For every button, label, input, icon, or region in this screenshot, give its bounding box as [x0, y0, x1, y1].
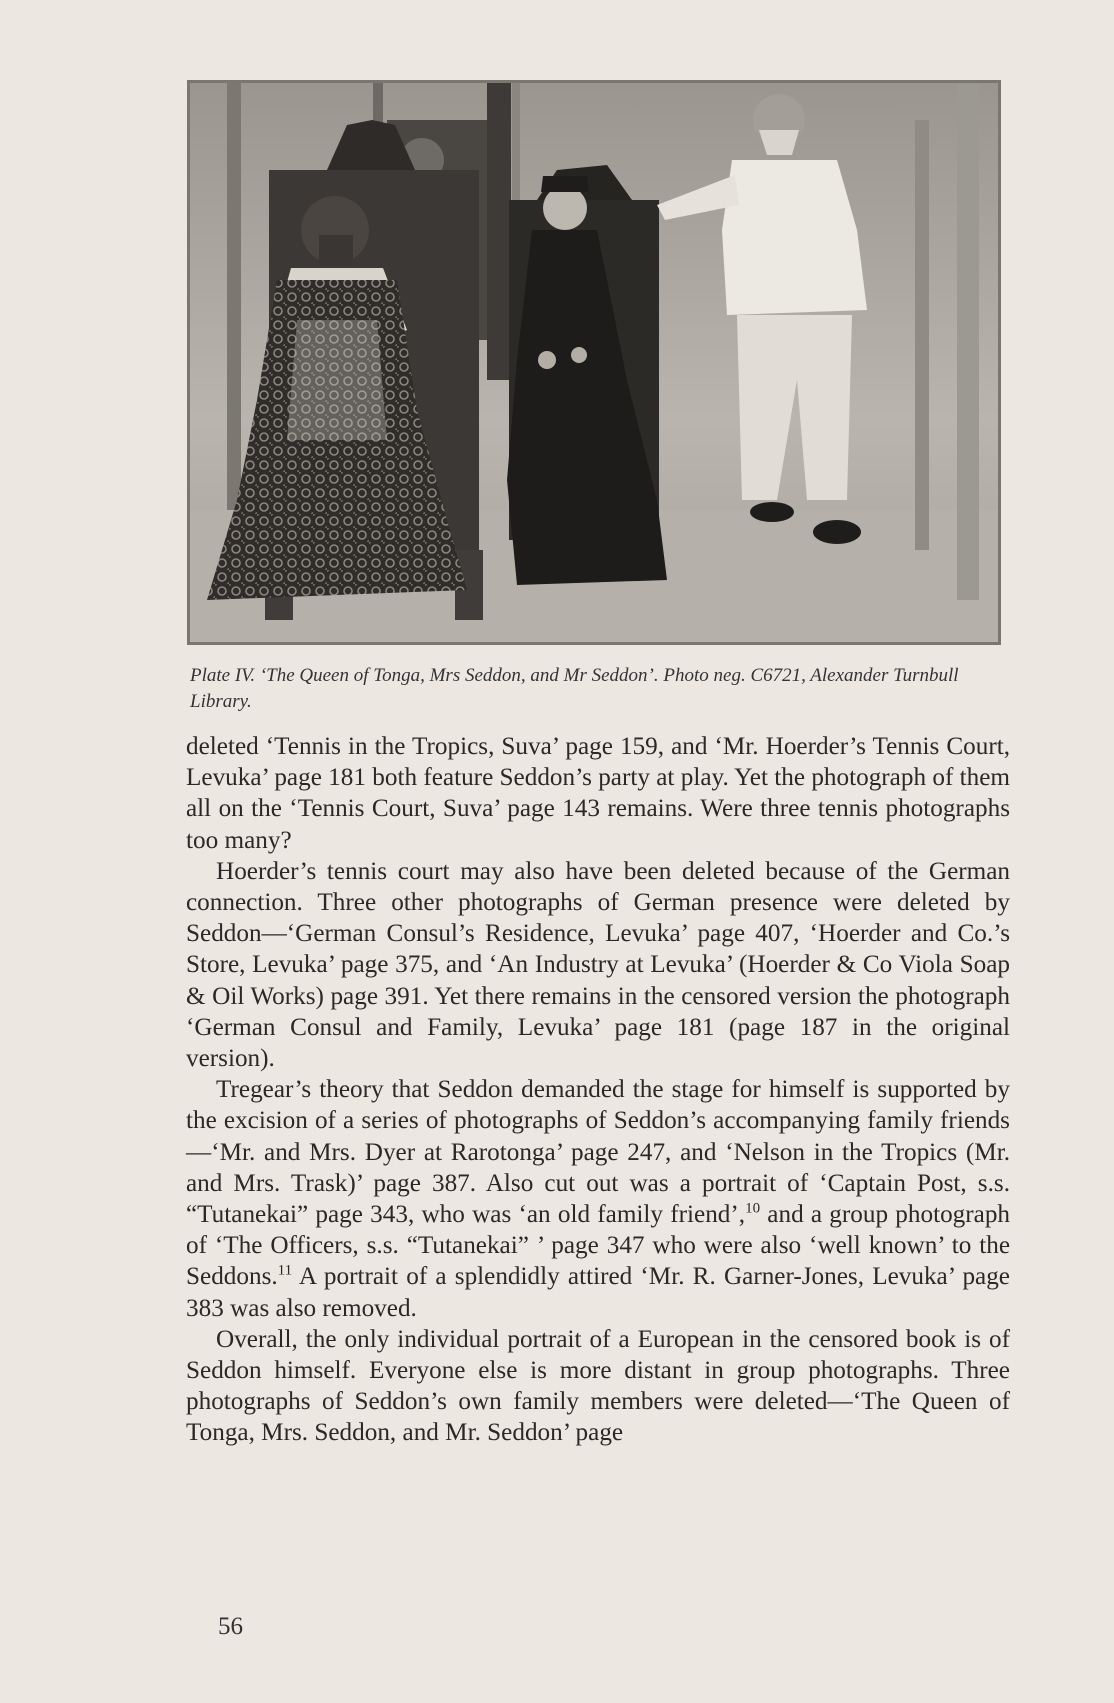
- photo-queen-of-tonga-mrs-seddon-mr-seddon: [187, 80, 1001, 645]
- plate-caption: Plate IV. ‘The Queen of Tonga, Mrs Seddon, and Mr Seddon’. Photo neg. C6721, Alexander Turnbull Library.: [190, 665, 959, 712]
- paragraph-german-connection: Hoerder’s tennis court may also have been deleted because of the German connection. Three other photographs of German presence were deleted by Seddon—‘German Consul’s Residence, Levuka’ page 407, ‘Hoerder and Co.’s Store, Levuka’ page 375, and ‘An Industry at Levuka’ (Hoerder & Co Viola Soap & Oil Works) page 391. Yet there remains in the censored version the photograph ‘German Consul and Family, Levuka’ page 181 (page 187 in the original version).: [186, 857, 1010, 1073]
- body-text: [186, 731, 1010, 1449]
- paragraph-text-part: Tregear’s theory that Seddon demanded the stage for himself is supported by the excision of a series of photographs of Seddon’s accompanying family friends—‘Mr. and Mrs. Dyer at Rarotonga’ page 247, and ‘Nelson in the Tropics (Mr. and Mrs. Trask)’ page 387. Also cut out was a portrait of ‘Captain Post, s.s. “Tutanekai” page 343, who was ‘an old family friend’,: [186, 1076, 1010, 1229]
- footnote-reference-10[interactable]: 10: [745, 1200, 761, 1217]
- paragraph-tennis-photographs: deleted ‘Tennis in the Tropics, Suva’ page 159, and ‘Mr. Hoerder’s Tennis Court, Levuka’ page 181 both feature Seddon’s party at play. Yet the photograph of them all on the ‘Tennis Court, Suva’ page 143 remains. Were three tennis photographs too many?: [186, 733, 1010, 854]
- plate-photograph: [187, 80, 1001, 645]
- paragraph-text-part: and a group photograph of ‘The Officers, s.s. “Tutanekai” ’ page 347 who were also ‘well known’ to the Seddons.: [186, 1201, 1011, 1291]
- paragraph-text-part: A portrait of a splendidly attired ‘Mr. R. Garner-Jones, Levuka’ page 383 was also removed.: [186, 1263, 1010, 1322]
- page-number: 56: [218, 1613, 243, 1640]
- paragraph-tregear-theory: [186, 1074, 1010, 1324]
- paragraph-individual-portrait: Overall, the only individual portrait of a European in the censored book is of Seddon himself. Everyone else is more distant in group photographs. Three photographs of Seddon’s own family members were deleted—‘The Queen of Tonga, Mrs. Seddon, and Mr. Seddon’ page: [186, 1325, 1010, 1447]
- footnote-reference-11[interactable]: 11: [277, 1263, 293, 1280]
